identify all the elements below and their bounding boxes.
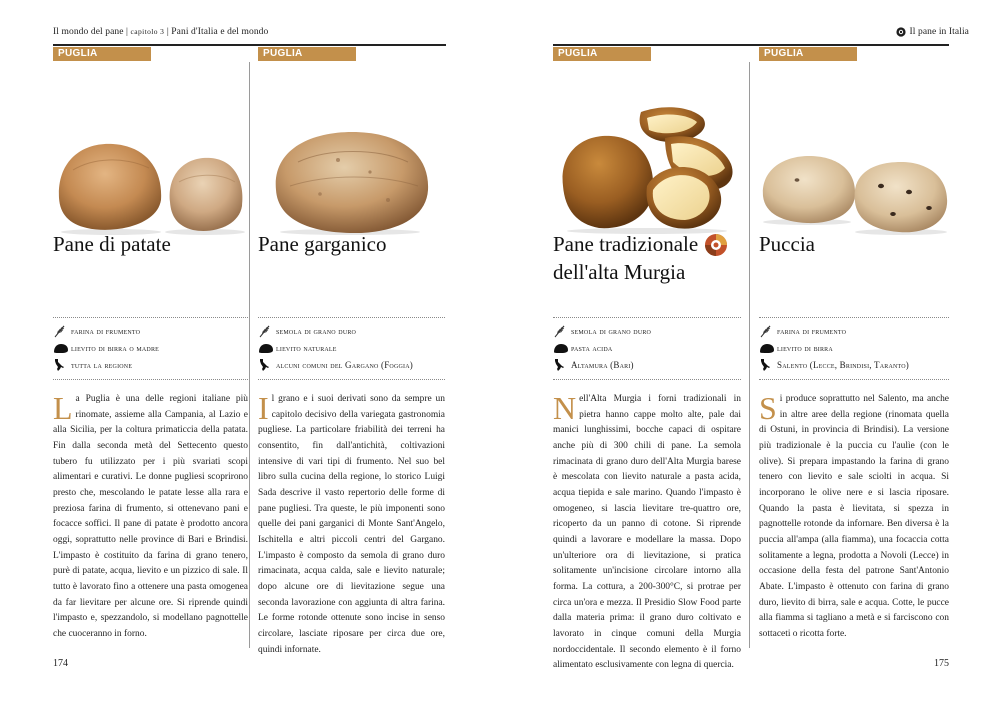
spec-area: tutta la regione: [53, 356, 248, 373]
yeast-icon: [258, 341, 276, 355]
bread-entry-pane-garganico: [258, 45, 445, 655]
spec-flour: farina di frumento: [759, 322, 949, 339]
spec-yeast: lievito naturale: [258, 339, 445, 356]
drop-cap: I: [258, 390, 269, 426]
slow-food-presidium-icon: [703, 232, 729, 258]
bread-title: Pane garganico: [258, 232, 387, 256]
column-divider: [249, 62, 250, 648]
page-number-left: 174: [53, 658, 68, 669]
yeast-icon: [53, 341, 71, 355]
bread-description: La Puglia è una delle regioni italiane più rinomate, assieme alla Campania, al Lazio e alla Sicilia, per la coltura primaticcia della patata. Fin dalla seconda metà del Settecento questo tubero fu utilizzato per i più svariati scopi alimentari e curativi. Le donne pugliesi scoprirono presto che, mescolando le patate lesse alla rara e preziosa farina di frumento, si ottenevano pani e focacce soffici. Il pane di patate è prodotto ancora oggi, soprattutto nelle province di Bari e Brindisi. L'impasto è costituito da farina di grano tenero, purè di patate, acqua, lievito e un pizzico di sale. Il tutto è lavorato fino a ottenere una pasta omogenea da far lievitare per alcune ore. Si riprende quindi l'impasto e, spezzandolo, si modellano pagnottelle che cuoceranno in forno.: [53, 390, 248, 639]
bread-title: Pane di patate: [53, 232, 171, 256]
bread-entry-pane-alta-murgia: [553, 45, 741, 671]
bread-photo: [553, 90, 741, 235]
italy-map-icon: [258, 358, 276, 372]
wheat-icon: [759, 324, 777, 338]
bread-description: Nell'Alta Murgia i forni tradizionali in pietra hanno cappe molto alte, pale dai manici lunghissimi, bocche capaci di ospitare anche più di 300 chili di pane. La semola rimacinata di grano duro dell'Alta Murgia barese è mescolata con lievito naturale a pasta acida, acqua tiepida e sale marino. Quando l'impasto è omogeneo, si lascia lievitare tre-quattro ore, ricoperto da un panno di cotone. Si riprende quindi a lavorare e modellare la massa. Dopo un'ulteriore ora di lievitazione, si pratica solitamente un'incisione circolare intorno alla forma. La cottura, a 200-300°C, si protrae per circa un'ora e mezza. Il Presidio Slow Food parte dalla materia prima: il grano duro coltivato e lavorato in cinque comuni della Murgia nordoccidentale. Il secondo elemento è il forno alimentato esclusivamente con legna di quercia.: [553, 390, 741, 671]
wheat-icon: [258, 324, 276, 338]
spec-area: Salento (Lecce, Brindisi, Taranto): [759, 356, 949, 373]
spec-flour: semola di grano duro: [553, 322, 741, 339]
spec-yeast: pasta acida: [553, 339, 741, 356]
bread-photo: [53, 90, 248, 235]
spec-area: alcuni comuni del Gargano (Foggia): [258, 356, 445, 373]
spec-flour: semola di grano duro: [258, 322, 445, 339]
bread-entry-puccia: [759, 45, 949, 650]
bread-entry-pane-di-patate: [53, 45, 248, 650]
spec-list: [759, 317, 949, 380]
region-tag: PUGLIA: [258, 47, 356, 61]
bread-photo: [258, 90, 445, 235]
bread-title: Puccia: [759, 232, 815, 256]
book-title: Il mondo del pane: [53, 27, 124, 37]
italy-map-icon: [553, 358, 571, 372]
column-divider: [749, 62, 750, 648]
spec-list: [53, 317, 248, 380]
section-title: Pani d'Italia e del mondo: [171, 27, 269, 37]
spec-yeast: lievito di birra o madre: [53, 339, 248, 356]
bread-description: Si produce soprattutto nel Salento, ma anche in altre aree della regione (rinomata quella di Ostuni, in provincia di Brindisi). La versione più tradizionale è la puccia cu l'aulìe (con le olive). Si prepara impastando la farina di grano tenero con lievito e sale sciolti in acqua. Si incorporano le olive nere e si lascia riposare. Quando la pasta è lievitata, si spezza in pagnottelle rotonde da infornare. Ben diversa è la puccia all'ampa (alla fiamma), una focaccia cotta solitamente a legna, prodotta a Novoli (Lecce) in occasione della festa del patrone Sant'Antonio Abate. L'impasto è ottenuto con farina di grano duro, lievito di birra, sale e acqua. Cotte, le pucce alla fiamma si tagliano a metà e si farciscono con sottaceti o ricotta forte.: [759, 390, 949, 639]
spec-flour: farina di frumento: [53, 322, 248, 339]
italy-map-icon: [759, 358, 777, 372]
bread-photo: [759, 90, 949, 235]
region-tag: PUGLIA: [53, 47, 151, 61]
chapter-title: Il pane in Italia: [909, 27, 969, 37]
spec-area: Altamura (Bari): [553, 356, 741, 373]
yeast-icon: [759, 341, 777, 355]
spec-list: [553, 317, 741, 380]
chapter-bullet-icon: [896, 27, 906, 37]
wheat-icon: [553, 324, 571, 338]
spec-yeast: lievito di birra: [759, 339, 949, 356]
bread-title: Pane tradizionale dell'alta Murgia: [553, 230, 741, 286]
chapter-label: capitolo 3: [130, 27, 165, 36]
wheat-icon: [53, 324, 71, 338]
page-number-right: 175: [934, 658, 949, 669]
running-header-left: Il mondo del pane | capitolo 3 | Pani d'Italia e del mondo: [53, 27, 269, 37]
drop-cap: S: [759, 390, 777, 426]
running-header-right: [896, 27, 969, 37]
italy-map-icon: [53, 358, 71, 372]
drop-cap: L: [53, 390, 73, 426]
bread-description: Il grano e i suoi derivati sono da sempre un capitolo decisivo della variegata gastronomia pugliese. La particolare friabilità dei terreni ha consentito, fin dall'antichità, coltivazioni intensive di vari tipi di frumento. Nel suo bel libro sulla cucina della regione, lo storico Luigi Sada descrive il vasto repertorio delle forme di pane pugliesi. Tra queste, le più imponenti sono quelle dei pani garganici di Monte Sant'Angelo, Ischitella e altri piccoli centri del Gargano. L'impasto è composto da semola di grano duro rimacinata, acqua calda, sale e lievito naturale; dopo alcune ore di lievitazione segue una seconda lavorazione con aggiunta di altra farina. Le forme rotonde ottenute sono incise in senso circolare, lasciate riposare per circa due ore, quindi infornate.: [258, 390, 445, 655]
region-tag: PUGLIA: [553, 47, 651, 61]
yeast-icon: [553, 341, 571, 355]
drop-cap: N: [553, 390, 577, 426]
region-tag: PUGLIA: [759, 47, 857, 61]
spec-list: [258, 317, 445, 380]
